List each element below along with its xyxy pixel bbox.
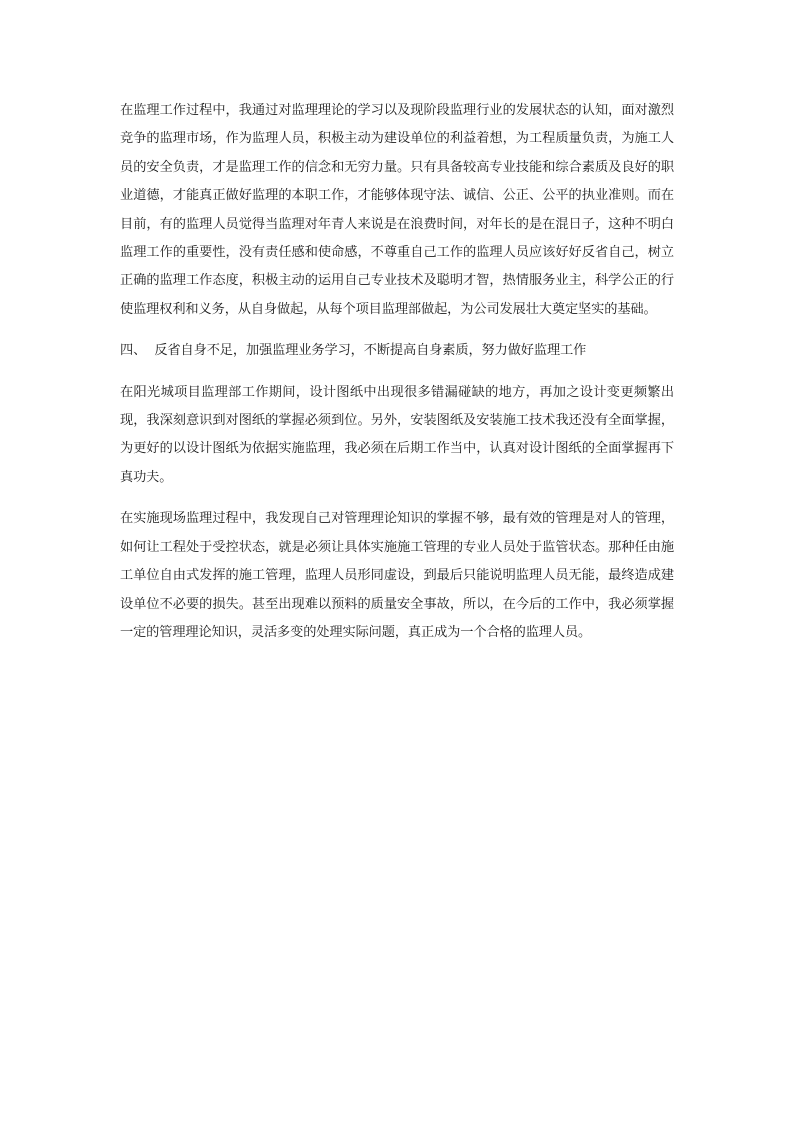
section-heading-four: 四、 反省自身不足，加强监理业务学习，不断提高自身素质，努力做好监理工作: [120, 343, 587, 359]
paragraph-professional-ethics: 在监理工作过程中，我通过对监理理论的学习以及现阶段监理行业的发展状态的认知，面对激烈竞争的监理市场，作为监理人员，积极主动为建设单位的利益着想，为工程质量负责，为施工人员的安全负责，才是监理工作的信念和无穷力量。只有具备较高专业技能和综合素质及良好的职业道德，才能真正做好监理的本职工作，才能够体现守法、诚信、公正、公平的执业准则。而在目前，有的监理人员觉得当监理对年青人来说是在浪费时间，对年长的是在混日子，这种不明白监理工作的重要性，没有责任感和使命感，不尊重自己工作的监理人员应该好好反省自己，树立正确的监理工作态度，积极主动的运用自己专业技术及聪明才智，热情服务业主，科学公正的行使监理权利和义务，从自身做起，从每个项目监理部做起，为公司发展壮大奠定坚实的基础。: [120, 103, 674, 317]
document-body: [120, 97, 674, 660]
paragraph-management-theory: 在实施现场监理过程中，我发现自己对管理理论知识的掌握不够，最有效的管理是对人的管理，如何让工程处于受控状态，就是必须让具体实施施工管理的专业人员处于监管状态。那种任由施工单位自由式发挥的施工管理，监理人员形同虚设，到最后只能说明监理人员无能，最终造成建设单位不必要的损失。甚至出现难以预料的质量安全事故，所以，在今后的工作中，我必须掌握一定的管理理论知识，灵活多变的处理实际问题，真正成为一个合格的监理人员。: [120, 511, 674, 640]
paragraph-drawing-review: 在阳光城项目监理部工作期间，设计图纸中出现很多错漏碰缺的地方，再加之设计变更频繁出现，我深刻意识到对图纸的掌握必须到位。另外，安装图纸及安装施工技术我还没有全面掌握，为更好的以设计图纸为依据实施监理，我必须在后期工作当中，认真对设计图纸的全面掌握再下真功夫。: [120, 384, 674, 485]
